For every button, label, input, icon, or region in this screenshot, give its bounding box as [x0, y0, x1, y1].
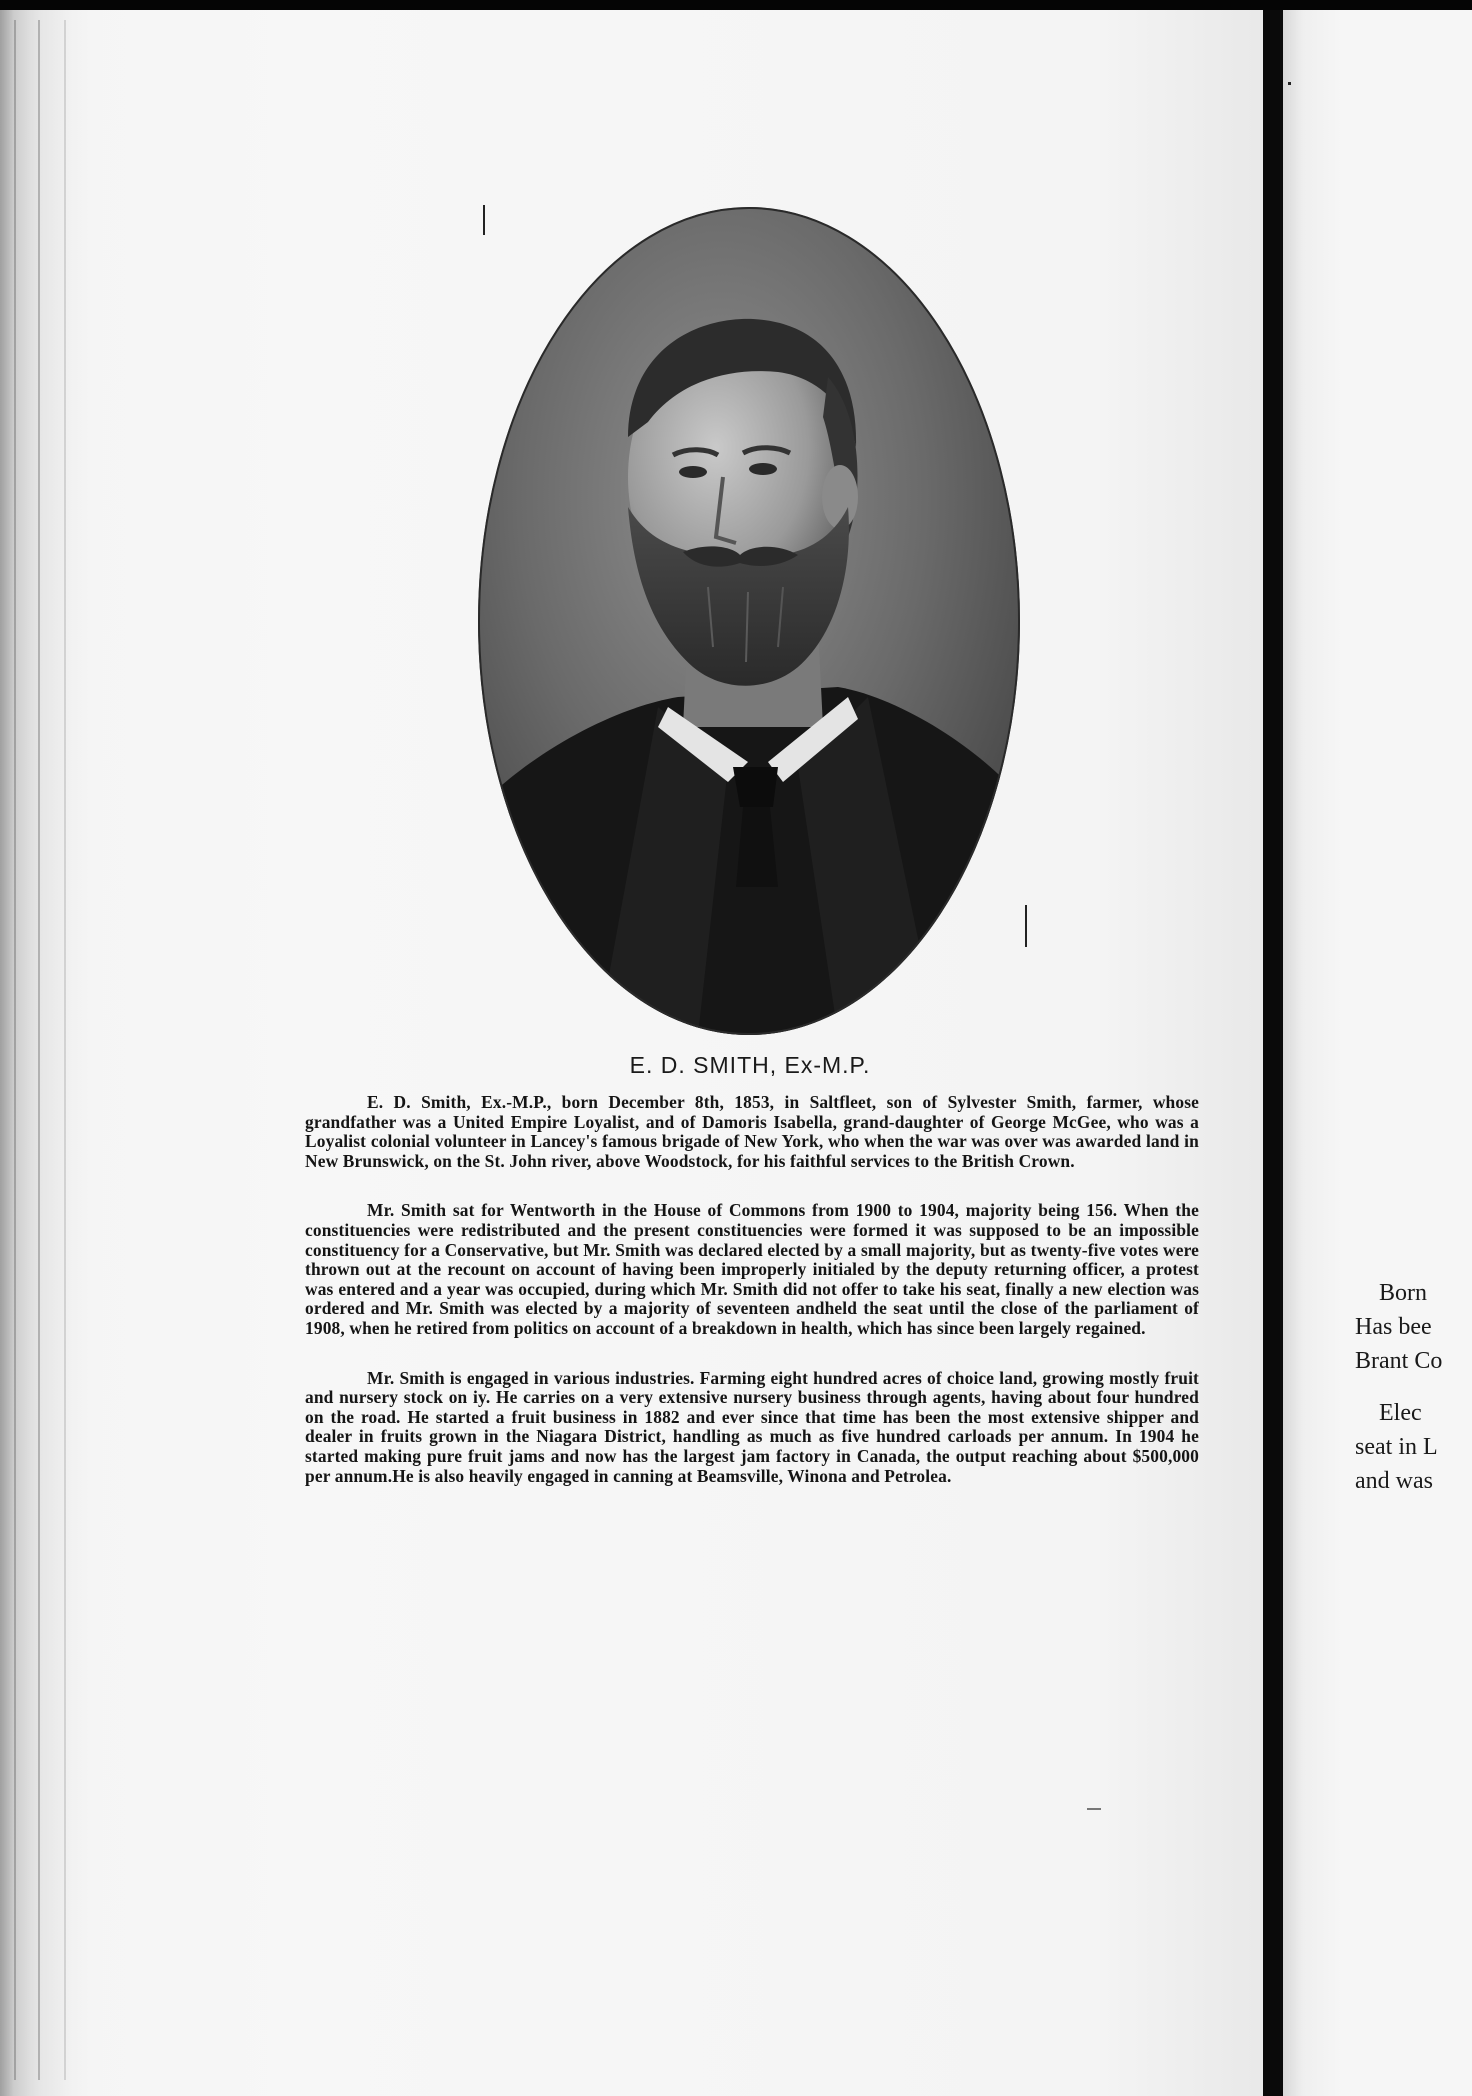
portrait-photo	[478, 207, 1020, 1035]
biography-paragraph: E. D. Smith, Ex.-M.P., born December 8th, 1853, in Saltfleet, son of Sylvester Smith, farmer, whose grandfather was a United Empire Loyalist, and of Damoris Isabella, grand-daughter of George McGee, who was a Loyalist colonial volunteer in Lancey's famous brigade of New York, who when the war was over was awarded land in New Brunswick, on the St. John river, above Woodstock, for his faithful services to the British Crown.	[305, 1092, 1199, 1171]
right-page-line: seat in L	[1355, 1434, 1438, 1460]
scan-mark	[1288, 82, 1291, 85]
binding-line	[14, 20, 16, 2080]
scan-mark	[1087, 1808, 1101, 1810]
right-page-text-fragment	[1355, 1276, 1472, 1498]
portrait-caption: E. D. SMITH, Ex-M.P.	[629, 1052, 871, 1078]
biography-paragraph: Mr. Smith sat for Wentworth in the House of Commons from 1900 to 1904, majority being 156. When the constituencies were redistributed and the present constituencies were formed it was supposed to be an impossible constituency for a Conservative, but Mr. Smith was declared elected by a small majority, but as twenty-five votes were thrown out at the recount on account of having been improperly initialed by the deputy returning officer, a protest was entered and a year was occupied, during which Mr. Smith did not offer to take his seat, finally a new election was ordered and Mr. Smith was elected by a majority of seventeen andheld the seat until the close of the parliament of 1908, when he retired from politics on account of a breakdown in health, which has since been largely regained.	[305, 1200, 1199, 1338]
right-page-line: Has bee	[1355, 1314, 1432, 1340]
binding-line	[38, 20, 40, 2080]
right-page-line: Elec	[1379, 1400, 1422, 1426]
right-page-line: and was	[1355, 1468, 1433, 1494]
biography-paragraph: Mr. Smith is engaged in various industries. Farming eight hundred acres of choice land, growing mostly fruit and nursery stock on iy. He carries on a very extensive nursery business through agents, having about four hundred on the road. He started a fruit business in 1882 and ever since that time has been the most extensive shipper and dealer in fruits grown in the Niagara District, handling as much as five hundred carloads per annum. In 1904 he started making pure fruit jams and now has the largest jam factory in Canada, the output reaching about $500,000 per annum.He is also heavily engaged in canning at Beamsville, Winona and Petrolea.	[305, 1367, 1199, 1486]
right-page-line: Born	[1379, 1280, 1427, 1306]
binding-line	[64, 20, 66, 2080]
scan-mark	[1025, 905, 1027, 947]
page-gutter	[1263, 10, 1283, 2096]
right-page	[1283, 10, 1472, 2096]
biography-text	[305, 1093, 1199, 1516]
right-page-line: Brant Co	[1355, 1348, 1443, 1374]
